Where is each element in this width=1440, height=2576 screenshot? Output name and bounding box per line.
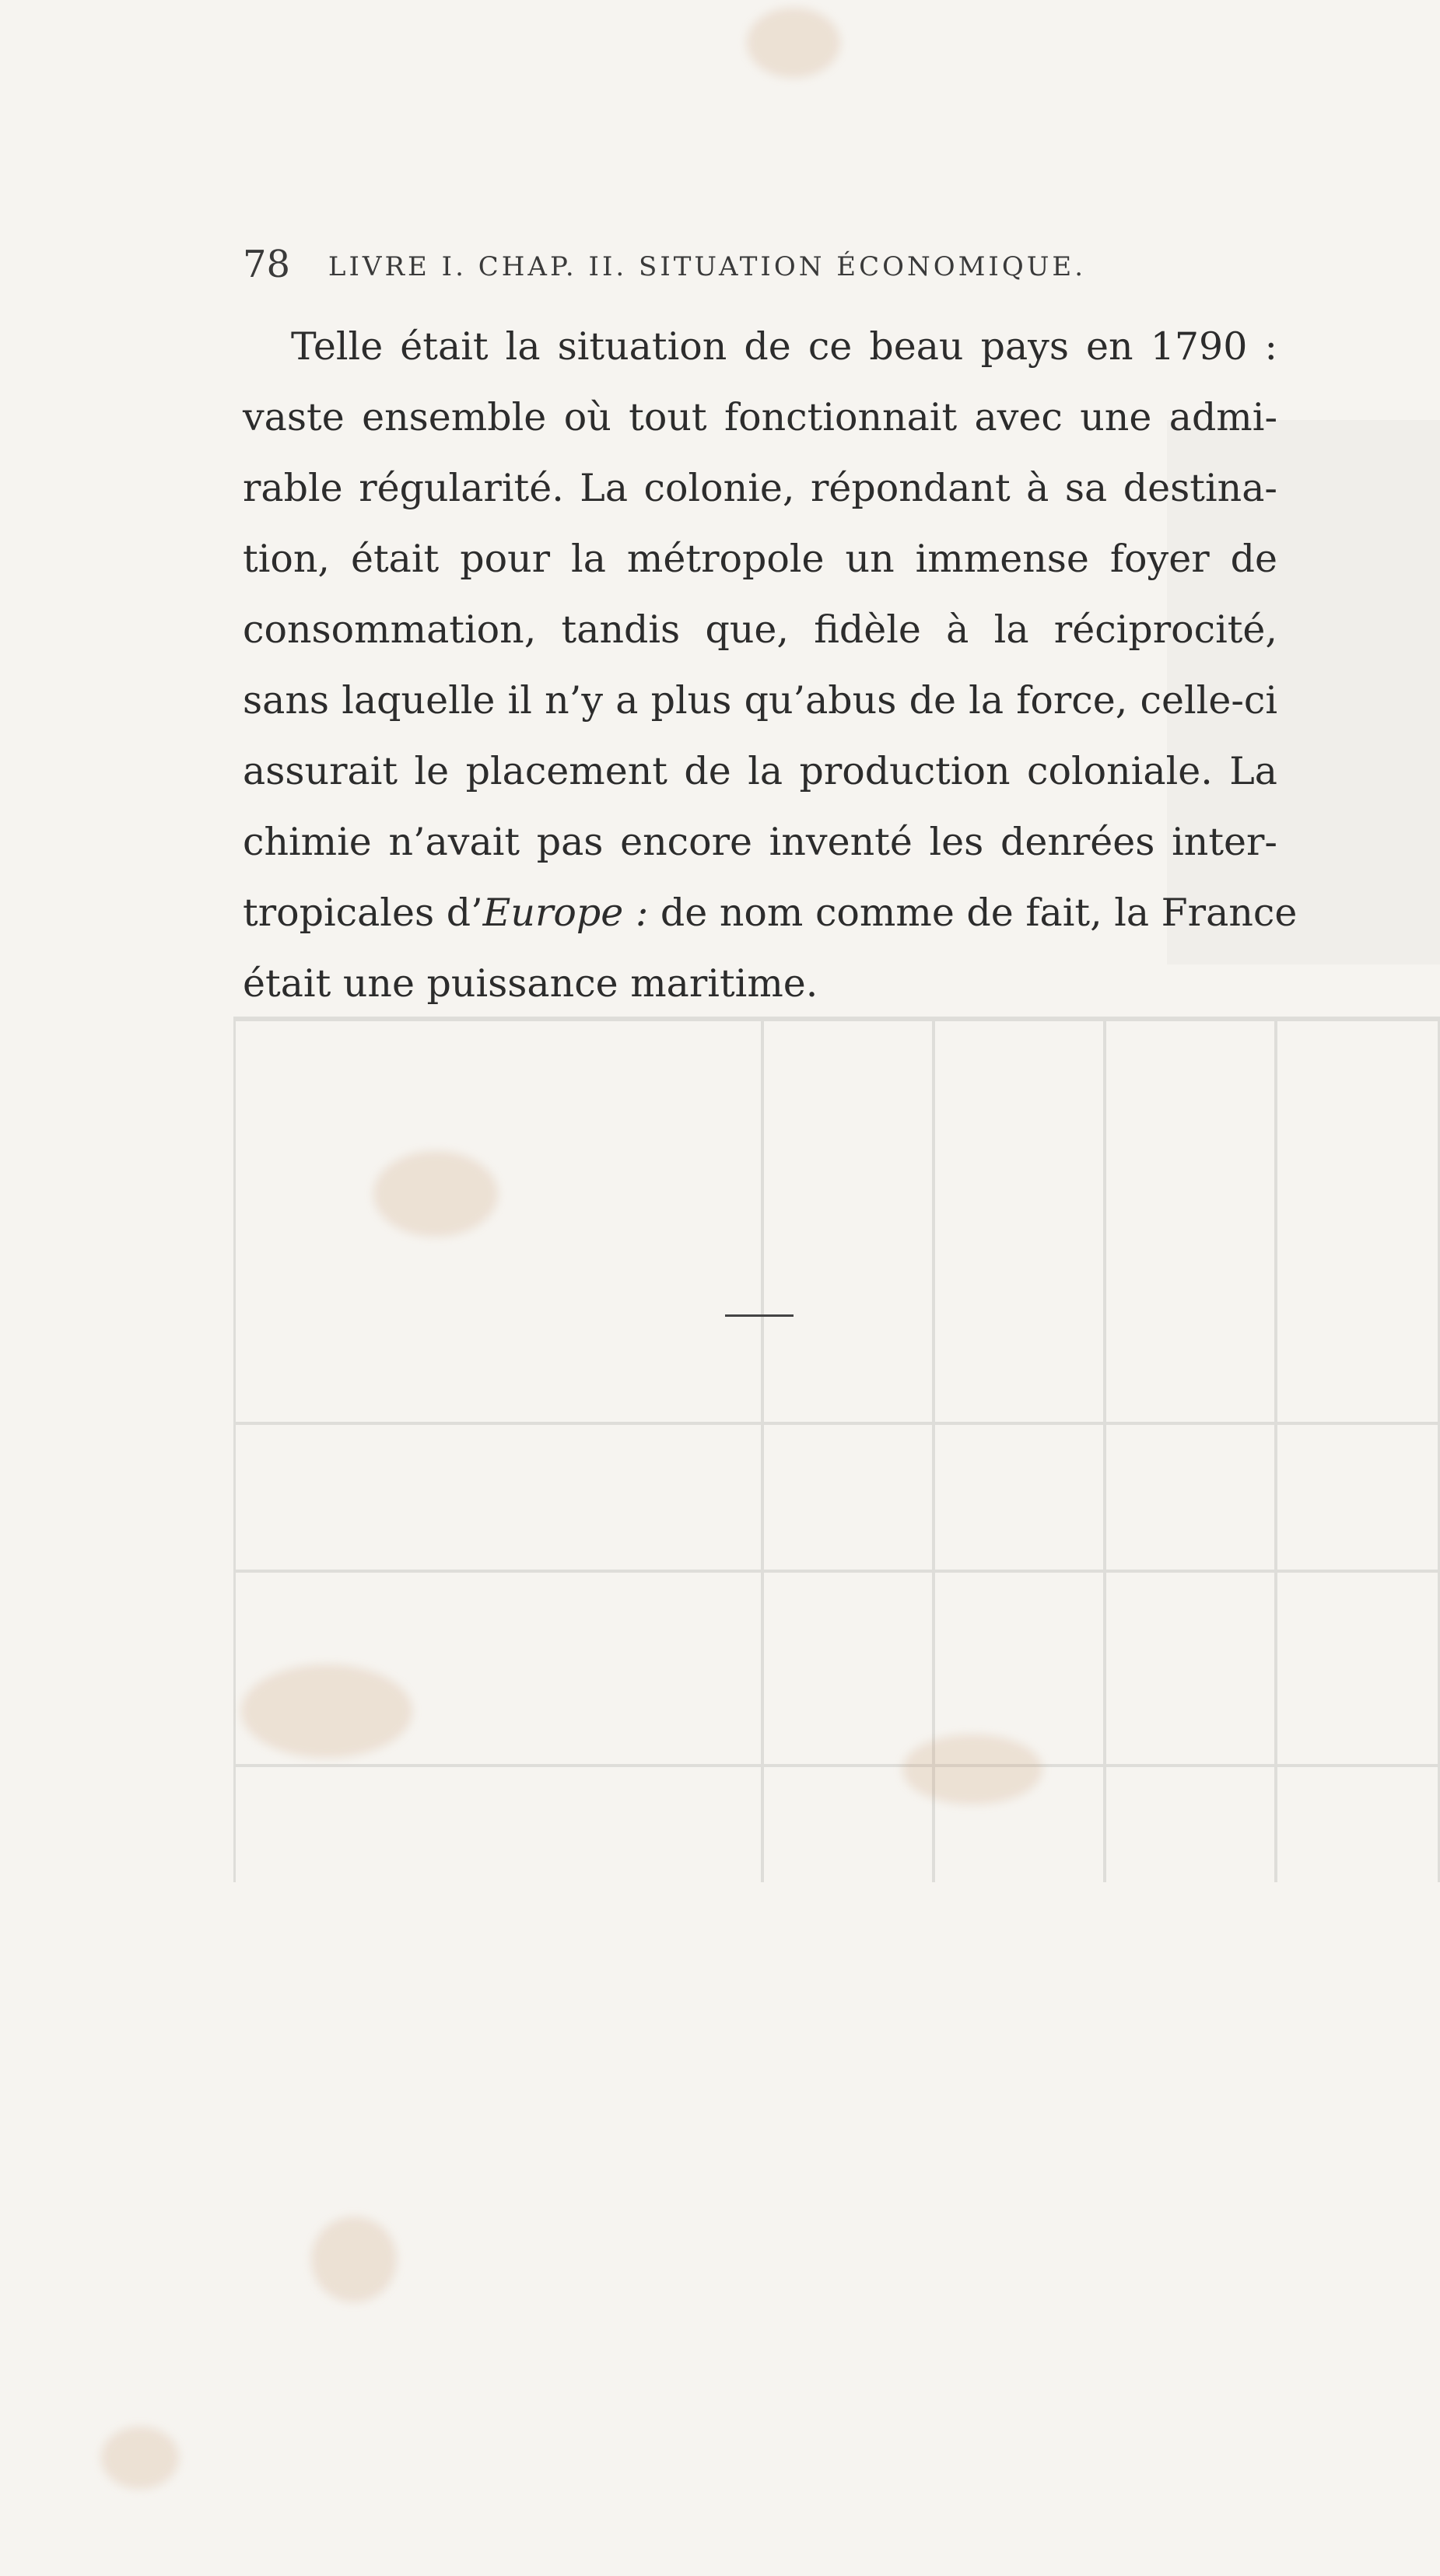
text-segment: tropicales d’ xyxy=(243,891,483,935)
foxing-stain xyxy=(101,2427,179,2489)
text-line: était une puissance maritime. xyxy=(243,961,818,1006)
text-segment: de nom comme de fait, la France xyxy=(648,891,1298,935)
italic-word: Europe : xyxy=(482,891,649,935)
foxing-stain xyxy=(241,1664,412,1758)
text-line: assurait le placement de la production coloniale. La xyxy=(243,749,1277,793)
text-line: consommation, tandis que, fidèle à la réciprocité, xyxy=(243,607,1277,652)
section-separator-rule xyxy=(725,1314,794,1317)
foxing-stain xyxy=(902,1734,1042,1804)
text-line: vaste ensemble où tout fonctionnait avec une admi- xyxy=(243,395,1277,439)
text-line: Telle était la situation de ce beau pays en 1790 : xyxy=(291,324,1277,369)
foxing-stain xyxy=(311,2217,397,2302)
text-line xyxy=(243,877,1298,948)
foxing-stain xyxy=(373,1151,498,1237)
foxing-stain xyxy=(747,8,840,78)
text-line: tion, était pour la métropole un immense foyer de xyxy=(243,537,1277,581)
page-number: 78 xyxy=(243,243,291,286)
text-line: chimie n’avait pas encore inventé les denrées inter- xyxy=(243,820,1277,864)
running-head: LIVRE I. CHAP. II. SITUATION ÉCONOMIQUE. xyxy=(328,251,1086,282)
body-paragraph xyxy=(243,311,1298,1019)
text-line: rable régularité. La colonie, répondant à sa destina- xyxy=(243,466,1277,510)
page-header xyxy=(243,243,1277,297)
text-line: sans laquelle il n’y a plus qu’abus de la force, celle-ci xyxy=(243,678,1277,723)
